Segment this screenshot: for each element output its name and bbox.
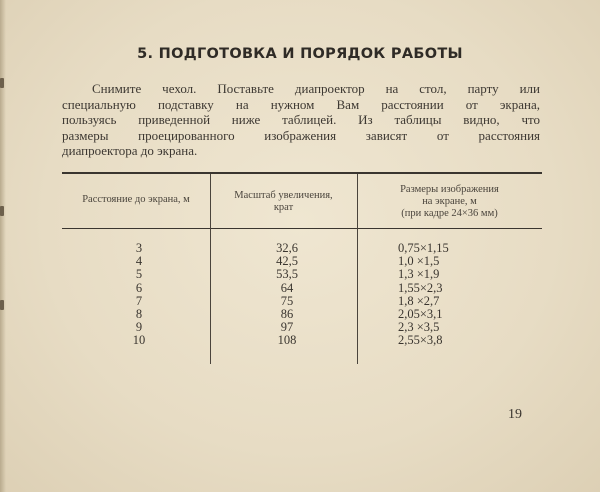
table-cell: 108 [277, 333, 297, 348]
paragraph-line: пользуясь приведенной ниже таблицей. Из таблицы видно, что [62, 112, 540, 127]
paragraph-line: Снимите чехол. Поставьте диапроектор на стол, парту или [92, 81, 540, 96]
table-cell: 86 [280, 307, 294, 322]
table-cell: 2,3 ×3,5 [398, 320, 440, 335]
page-number: 19 [508, 407, 522, 422]
table-cell: 8 [135, 307, 143, 322]
table-cell: 1,8 ×2,7 [398, 293, 440, 308]
table-cell: 97 [280, 320, 294, 335]
table-cell: 1,3 ×1,9 [398, 267, 440, 282]
table-cell: 7 [135, 293, 143, 308]
header-size-line: на экране, м [422, 196, 477, 207]
header-scale-line: крат [273, 202, 294, 213]
table-cell: 2,55×3,8 [398, 333, 443, 348]
table-cell: 10 [132, 333, 146, 348]
table-cell: 75 [280, 293, 294, 308]
table-cell: 0,75×1,15 [398, 241, 449, 255]
table-cell: 42,5 [276, 254, 298, 269]
header-size-line: (при кадре 24×36 мм) [401, 208, 498, 219]
header-scale-line: Масштаб увеличения, [234, 190, 333, 201]
table-header-rule [62, 228, 542, 229]
binding-mark [0, 300, 4, 310]
size-column [398, 242, 490, 348]
table-cell: 1,0 ×1,5 [398, 254, 440, 269]
paragraph-line: диапроектора до экрана. [62, 143, 198, 158]
table-cell: 53,5 [276, 267, 298, 282]
table-cell: 5 [135, 267, 143, 282]
table-cell: 6 [135, 280, 143, 295]
binding-mark [0, 78, 4, 88]
table-cell: 64 [280, 280, 294, 295]
table-cell: 2,05×3,1 [398, 307, 443, 322]
table-top-rule [62, 172, 542, 174]
paragraph-line: размеры проецированного изображения зависят от расстояния [62, 127, 540, 143]
table-cell: 9 [135, 320, 143, 335]
binding-mark [0, 206, 4, 216]
table-cell: 3 [135, 241, 143, 255]
table-cell: 4 [135, 254, 143, 269]
header-size [357, 184, 542, 220]
section-title: 5. ПОДГОТОВКА И ПОРЯДОК РАБОТЫ [137, 46, 463, 62]
paragraph-line: специальную подставку на нужном Вам расстоянии от экрана, [62, 96, 540, 112]
scale-column [252, 242, 322, 348]
book-spine-edge [0, 0, 6, 492]
distance-column [110, 242, 168, 348]
header-distance: Расстояние до экрана, м [82, 194, 190, 205]
header-scale [210, 190, 357, 214]
table-cell: 1,55×2,3 [398, 280, 443, 295]
header-size-line: Размеры изображения [400, 184, 499, 195]
table-cell: 32,6 [276, 241, 298, 255]
instruction-paragraph [62, 81, 540, 159]
